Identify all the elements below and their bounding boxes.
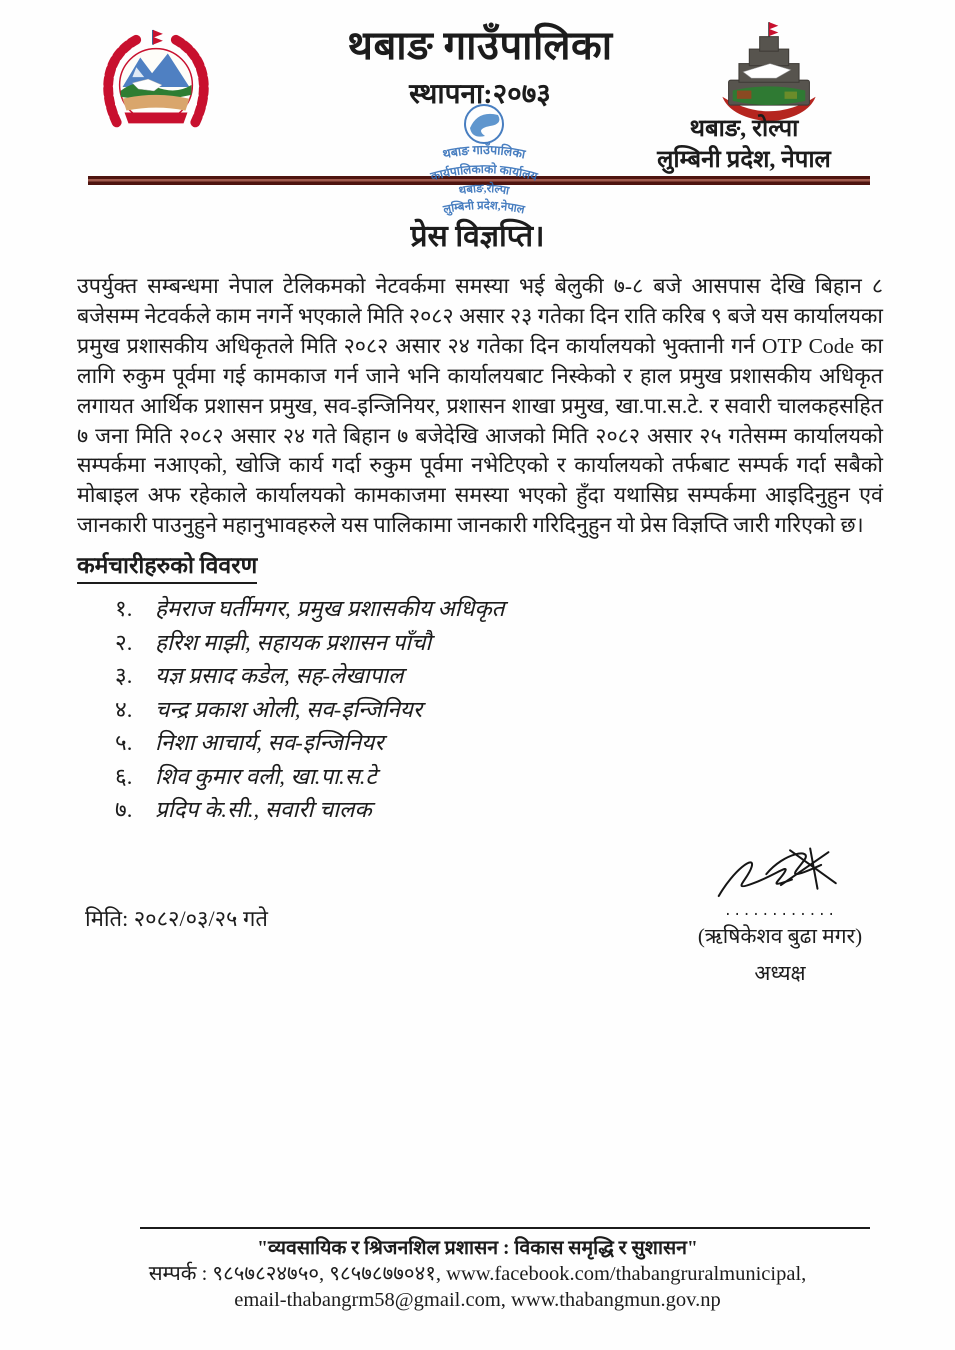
- issue-date: मिति: २०८२/०३/२५ गते: [85, 906, 268, 931]
- staff-item-text: हरिश माझी, सहायक प्रशासन पाँचौ: [155, 629, 432, 655]
- staff-list-item: [115, 793, 883, 827]
- signatory-name: (ऋषिकेशव बुढा मगर): [697, 924, 863, 948]
- staff-list-item: [115, 693, 883, 727]
- location-line2: लुम्बिनी प्रदेश, नेपाल: [657, 147, 831, 173]
- footer-slogan: "व्यवसायिक र श्रिजनशिल प्रशासन : विकास समृद्धि र सुशासन": [257, 1238, 698, 1259]
- staff-item-text: चन्द्र प्रकाश ओली, सव-इन्जिनियर: [155, 696, 423, 722]
- seal-text-4: लुम्बिनी प्रदेश,नेपाल: [442, 199, 526, 217]
- nepal-coat-of-arms-icon: [96, 26, 216, 144]
- staff-item-text: निशा आचार्य, सव-इन्जिनियर: [155, 730, 384, 756]
- staff-item-number: ५.: [115, 730, 133, 756]
- signature-block: [642, 843, 918, 987]
- staff-list-item: [115, 726, 883, 760]
- staff-item-number: ७.: [115, 797, 133, 823]
- staff-item-text: प्रदिप के.सी., सवारी चालक: [155, 797, 372, 823]
- seal-text-1: थबाङ गाउँपालिका: [441, 142, 527, 162]
- staff-item-number: ४.: [115, 696, 133, 722]
- footer-email-web: email-thabangrm58@gmail.com, www.thabangmun.gov.np: [234, 1289, 721, 1311]
- staff-list-item: [115, 760, 883, 794]
- seal-text-3: थबाङ,रोल्पा: [457, 182, 511, 198]
- footer-divider-rule: [140, 1227, 870, 1229]
- staff-list-item: [115, 626, 883, 660]
- staff-item-number: २.: [115, 629, 133, 655]
- seal-text-2: कार्यपालिकाको कार्यालय: [429, 161, 540, 184]
- svg-text:लुम्बिनी प्रदेश,नेपाल: [441, 198, 526, 218]
- staff-item-number: ३.: [115, 663, 133, 689]
- svg-text:थबाङ गाउँपालिका: [441, 142, 527, 162]
- staff-item-number: ६.: [115, 763, 133, 789]
- staff-item-number: १.: [115, 596, 133, 622]
- staff-heading: कर्मचारीहरुको विवरण: [77, 548, 257, 584]
- office-seal-stamp-icon: [413, 98, 555, 226]
- svg-text:थबाङ,रोल्पा: [458, 181, 511, 198]
- signatory-title: अध्यक्ष: [754, 961, 806, 985]
- footer-contact: सम्पर्क : ९८५७८२४७५०, ९८५७८७७०४१, www.facebook.com/thabangruralmunicipal,: [148, 1263, 807, 1285]
- staff-item-text: हेमराज घर्तीमगर, प्रमुख प्रशासकीय अधिकृत: [155, 596, 505, 622]
- staff-item-text: यज्ञ प्रसाद कडेल, सह-लेखापाल: [155, 663, 404, 689]
- staff-list: [115, 592, 883, 827]
- signature-dotted-line: ............: [723, 904, 837, 920]
- document-title: प्रेस विज्ञप्ति।: [410, 220, 545, 253]
- header-location: [608, 114, 880, 176]
- staff-list-item: [115, 659, 883, 693]
- staff-list-item: [115, 592, 883, 626]
- signature-scribble-icon: [695, 843, 865, 907]
- municipality-name: थबाङ गाउँपालिका: [347, 23, 613, 68]
- document-content: [77, 272, 883, 827]
- established-year: स्थापना:२०७३: [409, 79, 551, 110]
- body-paragraph: उपर्युक्त सम्बन्धमा नेपाल टेलिकमको नेटवर्कमा समस्या भई बेलुकी ७-८ बजे आसपास देखि बिहान ८ बजेसम्म नेटवर्कले काम नगर्ने भएकाले मिति २०८२ असार २३ गतेका दिन राति करिब ९ बजे यस कार्यालयका प्रमुख प्रशासकीय अधिकृतले मिति २०८२ असार २४ गतेका दिन कार्यालयको भुक्तानी गर्न OTP Code का लागि रुकुम पूर्वमा गई कामकाज गर्न जाने भनि कार्यालयबाट निस्केको र हाल प्रमुख प्रशासकीय अधिकृत लगायत आर्थिक प्रशासन प्रमुख, सव-इन्जिनियर, प्रशासन शाखा प्रमुख, खा.पा.स.टे. र सवारी चालकहसहित ७ जना मिति २०८२ असार २४ गते बिहान ७ बजेदेखि आजको मिति २०८२ असार २५ गतेसम्म कार्यालयको सम्पर्कमा नआएको, खोजि कार्य गर्दा रुकुम पूर्वमा नभेटिएको र कार्यालयको तर्फबाट सम्पर्क गर्दा सबैको मोबाइल अफ रहेकाले कार्यालयको कामकाजमा समस्या भएको हुँदा यथासिघ्र सम्पर्कमा आइदिनुहुन एवं जानकारी पाउनुहुने महानुभावहरुले यस पालिकामा जानकारी गरिदिनुहुन यो प्रेस विज्ञप्ति जारी गरिएको छ।: [77, 274, 883, 538]
- svg-text:कार्यपालिकाको कार्यालय: [428, 162, 540, 184]
- staff-item-text: शिव कुमार वली, खा.पा.स.टे: [155, 763, 377, 789]
- location-line1: थबाङ, रोल्पा: [689, 116, 799, 142]
